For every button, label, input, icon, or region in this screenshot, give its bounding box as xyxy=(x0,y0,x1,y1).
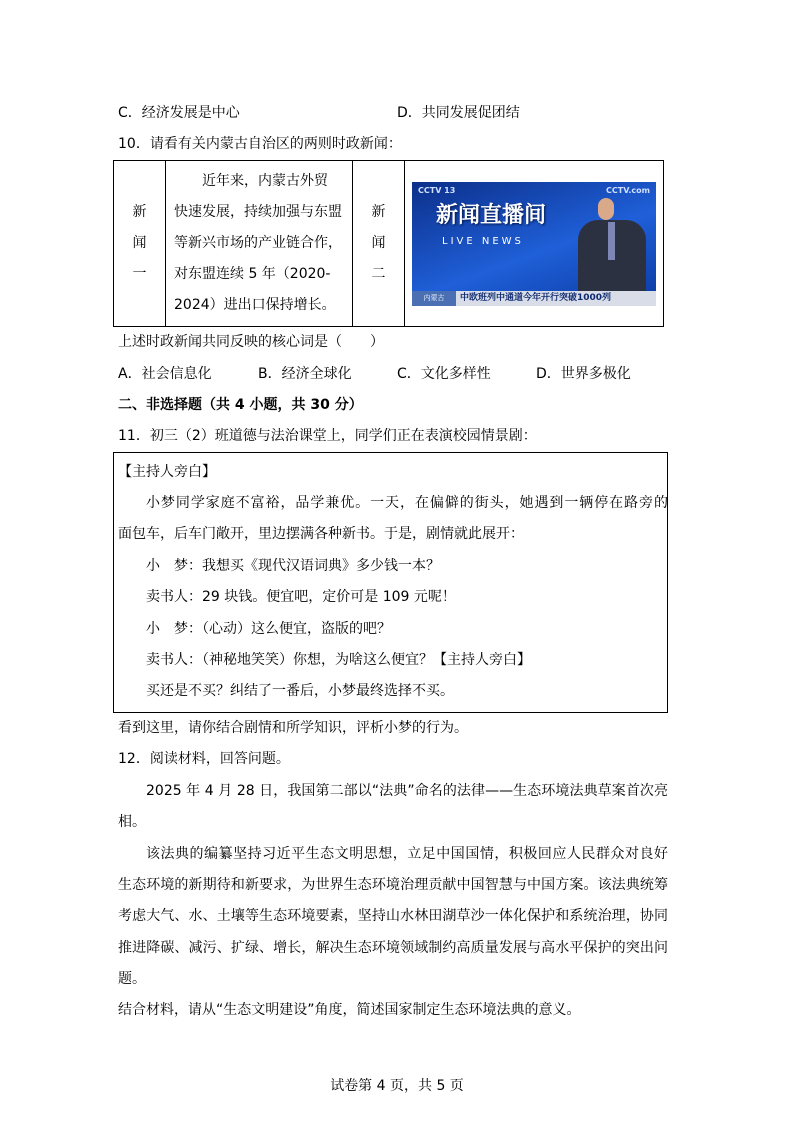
q12-question: 结合材料，请从“生态文明建设”角度，简述国家制定生态环境法典的意义。 xyxy=(118,1002,581,1018)
q10-option-b: B．经济全球化 xyxy=(258,366,352,382)
label-char: 闻 xyxy=(371,235,386,251)
skit-line: 卖书人：（神秘地笑笑）你想，为啥这么便宜？【主持人旁白】 xyxy=(146,652,531,668)
cctv-logo: CCTV 13 xyxy=(418,185,456,195)
material-line: 题。 xyxy=(118,971,146,987)
q12-stem: 12．阅读材料，回答问题。 xyxy=(118,751,290,767)
skit-line: 面包车，后车门敞开，里边摆满各种新书。于是，剧情就此展开： xyxy=(118,526,524,542)
material-line: 相。 xyxy=(118,814,146,830)
skit-line: 卖书人：29 块钱。便宜吧，定价可是 109 元呢！ xyxy=(146,589,456,605)
news1-line: 等新兴市场的产业链合作， xyxy=(174,235,342,251)
material-line: 推进降碳、减污、扩绿、增长，解决生态环境领域制约高质量发展与高水平保护的突出问 xyxy=(118,940,668,956)
label-char: 闻 xyxy=(132,235,147,251)
news1-line: 2024）进出口保持增长。 xyxy=(174,297,336,313)
q9-option-c: C．经济发展是中心 xyxy=(118,105,240,121)
label-char: 新 xyxy=(371,204,386,220)
skit-line: 小梦同学家庭不富裕，品学兼优。一天，在偏僻的街头，她遇到一辆停在路旁的 xyxy=(146,495,668,511)
skit-box xyxy=(113,452,668,713)
label-char: 二 xyxy=(371,266,386,282)
q10-stem: 10．请看有关内蒙古自治区的两则时政新闻： xyxy=(118,136,402,152)
anchor-head xyxy=(598,198,614,220)
skit-line: 【主持人旁白】 xyxy=(118,464,216,480)
q11-stem: 11．初三（2）班道德与法治课堂上，同学们正在表演校园情景剧： xyxy=(118,428,537,444)
skit-line: 小 梦：我想买《现代汉语词典》多少钱一本？ xyxy=(146,558,440,574)
program-subtitle: LIVE NEWS xyxy=(442,235,524,247)
label-char: 新 xyxy=(132,204,147,220)
material-line: 该法典的编纂坚持习近平生态文明思想，立足中国国情，积极回应人民群众对良好 xyxy=(146,846,668,862)
location-tag: 内蒙古 xyxy=(412,291,456,306)
news-broadcast-image xyxy=(412,182,656,306)
news-ticker: 中欧班列中通道今年开行突破1000列 xyxy=(460,292,612,303)
q9-option-d: D．共同发展促团结 xyxy=(397,105,520,121)
news1-label xyxy=(114,161,166,327)
news2-image-cell xyxy=(405,161,664,327)
q10-option-a: A．社会信息化 xyxy=(118,366,212,382)
q11-question: 看到这里，请你结合剧情和所学知识，评析小梦的行为。 xyxy=(118,720,468,736)
news2-label xyxy=(353,161,405,327)
news-table xyxy=(113,160,664,327)
page-footer: 试卷第 4 页，共 5 页 xyxy=(330,1078,464,1094)
program-title: 新闻直播间 xyxy=(436,202,547,228)
q10-option-d: D．世界多极化 xyxy=(536,366,631,382)
cctv-com-logo: CCTV.com xyxy=(606,185,650,195)
skit-line: 小 梦：（心动）这么便宜，盗版的吧？ xyxy=(146,621,391,637)
news1-line: 近年来，内蒙古外贸 xyxy=(202,173,328,189)
skit-line: 买还是不买？纠结了一番后，小梦最终选择不买。 xyxy=(146,683,454,699)
section-heading: 二、非选择题（共 4 小题，共 30 分） xyxy=(118,397,363,413)
q10-question: 上述时政新闻共同反映的核心词是（ ） xyxy=(118,334,384,350)
news1-line: 快速发展，持续加强与东盟 xyxy=(174,204,342,220)
material-line: 2025 年 4 月 28 日，我国第二部以“法典”命名的法律——生态环境法典草案首次亮 xyxy=(146,783,668,799)
news1-text xyxy=(166,161,353,327)
material-line: 生态环境的新期待和新要求，为世界生态环境治理贡献中国智慧与中国方案。该法典统筹 xyxy=(118,877,668,893)
q10-option-c: C．文化多样性 xyxy=(397,366,491,382)
news1-line: 对东盟连续 5 年（2020- xyxy=(174,266,331,282)
label-char: 一 xyxy=(132,266,147,282)
material-line: 考虑大气、水、土壤等生态环境要素，坚持山水林田湖草沙一体化保护和系统治理，协同 xyxy=(118,908,668,924)
anchor-tie xyxy=(608,222,615,260)
